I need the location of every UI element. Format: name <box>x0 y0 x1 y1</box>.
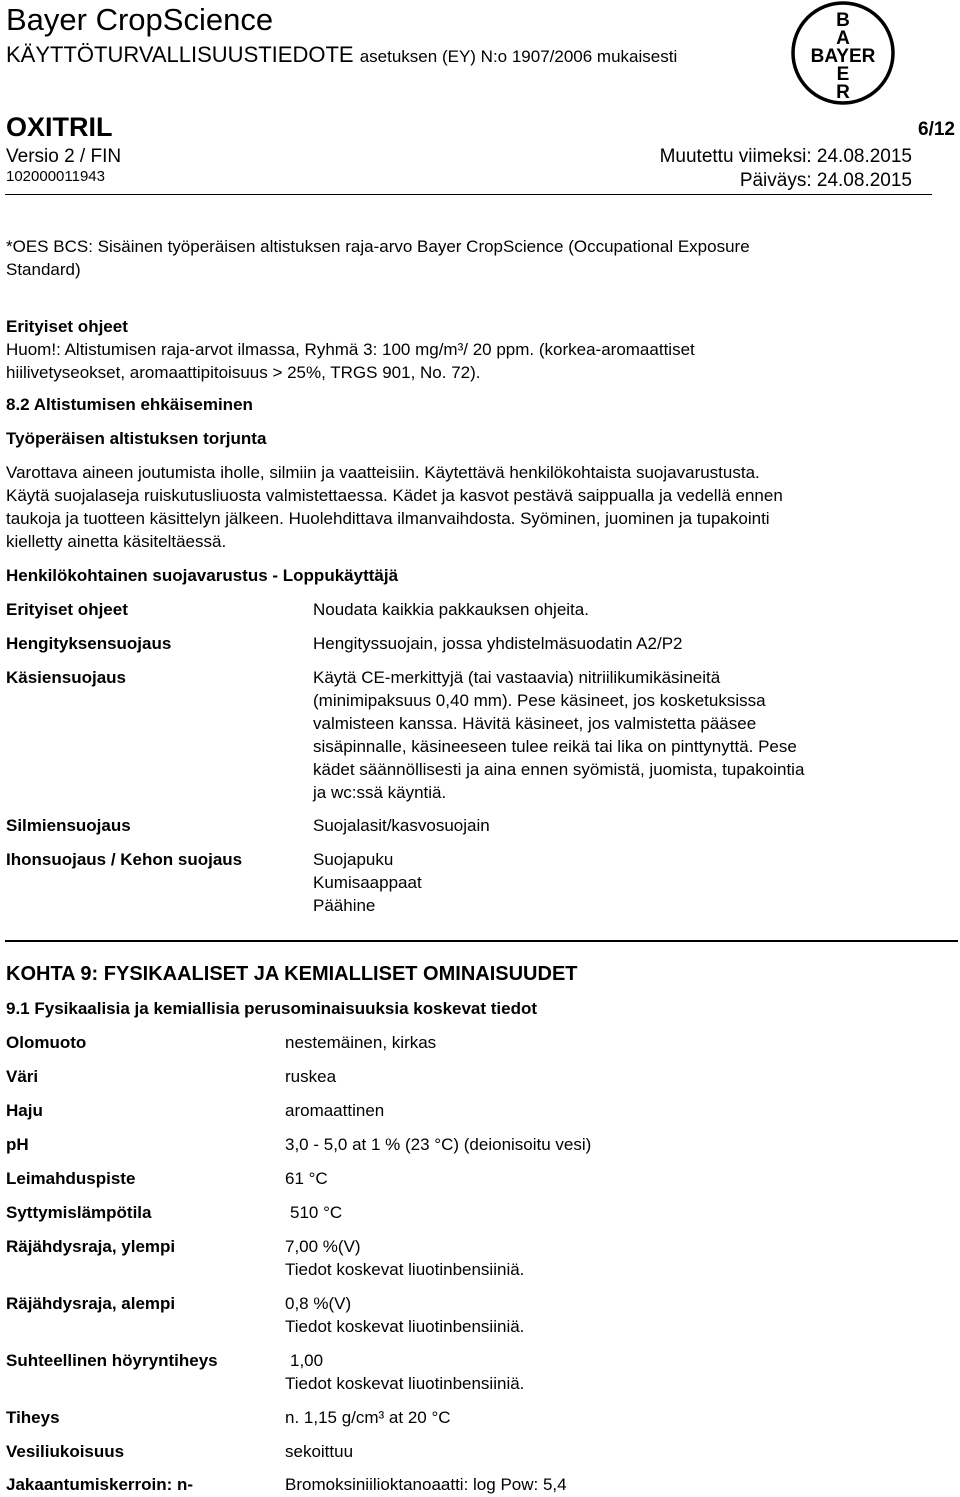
ppe-value-hand-line: (minimipaksuus 0,40 mm). Pese käsineet, jos kosketuksissa <box>313 691 766 710</box>
last-modified: Muutettu viimeksi: 24.08.2015 <box>659 146 912 167</box>
ppe-label-special: Erityiset ohjeet <box>6 600 128 619</box>
property-value: 510 °C <box>290 1203 343 1222</box>
document-type-title: KÄYTTÖTURVALLISUUSTIEDOTE <box>6 42 354 67</box>
property-value-note: Tiedot koskevat liuotinbensiiniä. <box>285 1317 525 1336</box>
section-9-1-heading: 9.1 Fysikaalisia ja kemiallisia perusominaisuuksia koskevat tiedot <box>6 999 538 1018</box>
bayer-cross-logo <box>790 0 896 106</box>
section-divider <box>5 940 958 942</box>
ppe-label-eye: Silmiensuojaus <box>6 816 131 835</box>
property-label: Leimahduspiste <box>6 1169 136 1188</box>
ppe-value-hand-line: valmisteen kanssa. Hävitä käsineet, jos valmistetta pääsee <box>313 714 757 733</box>
section-9-title: KOHTA 9: FYSIKAALISET JA KEMIALLISET OMINAISUUDET <box>6 963 578 985</box>
section-8-2-heading: 8.2 Altistumisen ehkäiseminen <box>6 395 253 414</box>
special-instructions-heading: Erityiset ohjeet <box>6 317 128 336</box>
property-value: nestemäinen, kirkas <box>285 1033 437 1052</box>
special-instructions-line: Huom!: Altistumisen raja-arvot ilmassa, Ryhmä 3: 100 mg/m³/ 20 ppm. (korkea-aromaattiset <box>6 340 695 359</box>
ppe-value-hand-line: kädet säännöllisesti ja aina ennen syömistä, juomista, tupakointia <box>313 760 805 779</box>
logo-letter-e: E <box>836 64 850 85</box>
logo-word: BAYER <box>810 46 876 67</box>
ppe-value-skin-line: Suojapuku <box>313 850 394 869</box>
property-label: Syttymislämpötila <box>6 1203 152 1222</box>
property-label: Räjähdysraja, alempi <box>6 1294 176 1313</box>
property-label: Tiheys <box>6 1408 60 1427</box>
ppe-value-special: Noudata kaikkia pakkauksen ohjeita. <box>313 600 589 619</box>
product-name: OXITRIL <box>6 112 113 142</box>
oes-note-line: *OES BCS: Sisäinen työperäisen altistuksen raja-arvo Bayer CropScience (Occupational Exposure <box>6 237 750 256</box>
document-type-suffix: asetuksen (EY) N:o 1907/2006 mukaisesti <box>359 47 678 66</box>
exposure-control-heading: Työperäisen altistuksen torjunta <box>6 429 267 448</box>
header-divider <box>5 194 932 195</box>
property-value: 0,8 %(V) <box>285 1294 352 1313</box>
logo-letter-a: A <box>836 28 850 49</box>
exposure-control-line: taukoja ja tuotteen käsittelyn jälkeen. Huolehdittava ilmanvaihdosta. Syöminen, juominen ja tupakointi <box>6 509 770 528</box>
property-value: ruskea <box>285 1067 337 1086</box>
document-number: 102000011943 <box>6 168 105 185</box>
property-label: pH <box>6 1135 29 1154</box>
property-value: 1,00 <box>290 1351 324 1370</box>
property-value: 7,00 %(V) <box>285 1237 361 1256</box>
property-value: 3,0 - 5,0 at 1 % (23 °C) (deionisoitu vesi) <box>285 1135 592 1154</box>
property-value-note: Tiedot koskevat liuotinbensiiniä. <box>285 1260 525 1279</box>
property-label: Väri <box>6 1067 39 1086</box>
property-label: Räjähdysraja, ylempi <box>6 1237 176 1256</box>
document-type <box>6 42 677 70</box>
ppe-value-respiratory: Hengityssuojain, jossa yhdistelmäsuodatin A2/P2 <box>313 634 683 653</box>
ppe-label-hand: Käsiensuojaus <box>6 668 126 687</box>
property-value: sekoittuu <box>285 1442 354 1461</box>
exposure-control-line: Varottava aineen joutumista iholle, silmiin ja vaatteisiin. Käytettävä henkilökohtaista suojavarustusta. <box>6 463 760 482</box>
property-value: 61 °C <box>285 1169 328 1188</box>
ppe-label-respiratory: Hengityksensuojaus <box>6 634 172 653</box>
ppe-value-hand-line: Käytä CE-merkittyjä (tai vastaavia) nitriilikumikäsineitä <box>313 668 721 687</box>
ppe-value-eye: Suojalasit/kasvosuojain <box>313 816 490 835</box>
page-number: 6/12 <box>918 119 955 140</box>
ppe-label-skin: Ihonsuojaus / Kehon suojaus <box>6 850 243 869</box>
ppe-value-hand-line: ja wc:ssä käyntiä. <box>313 783 447 802</box>
exposure-control-line: Käytä suojalaseja ruiskutusliuosta valmistettaessa. Kädet ja kasvot pestävä saippualla ja vedellä ennen <box>6 486 783 505</box>
ppe-heading: Henkilökohtainen suojavarustus - Loppukäyttäjä <box>6 566 399 585</box>
logo-letter-r: R <box>836 82 850 103</box>
property-value: aromaattinen <box>285 1101 385 1120</box>
property-value-note: Tiedot koskevat liuotinbensiiniä. <box>285 1374 525 1393</box>
special-instructions-line: hiilivetyseokset, aromaattipitoisuus > 25%, TRGS 901, No. 72). <box>6 363 481 382</box>
exposure-control-line: kielletty ainetta käsiteltäessä. <box>6 532 227 551</box>
ppe-value-hand-line: sisäpinnalle, käsineeseen tulee reikä tai lika on pinttynyttä. Pese <box>313 737 797 756</box>
document-date: Päiväys: 24.08.2015 <box>739 170 912 191</box>
property-label: Suhteellinen höyryntiheys <box>6 1351 218 1370</box>
property-label: Haju <box>6 1101 43 1120</box>
version-label: Versio 2 / FIN <box>6 146 122 167</box>
company-name: Bayer CropScience <box>6 2 274 37</box>
logo-letter-b: B <box>836 10 850 31</box>
property-label: Vesiliukoisuus <box>6 1442 125 1461</box>
property-label: Olomuoto <box>6 1033 87 1052</box>
ppe-value-skin-line: Kumisaappaat <box>313 873 422 892</box>
ppe-value-skin-line: Päähine <box>313 896 376 915</box>
property-value: n. 1,15 g/cm³ at 20 °C <box>285 1408 451 1427</box>
property-label: Jakaantumiskerroin: n- <box>6 1475 194 1494</box>
oes-note-line: Standard) <box>6 260 81 279</box>
property-value: Bromoksiniilioktanoaatti: log Pow: 5,4 <box>285 1475 567 1494</box>
